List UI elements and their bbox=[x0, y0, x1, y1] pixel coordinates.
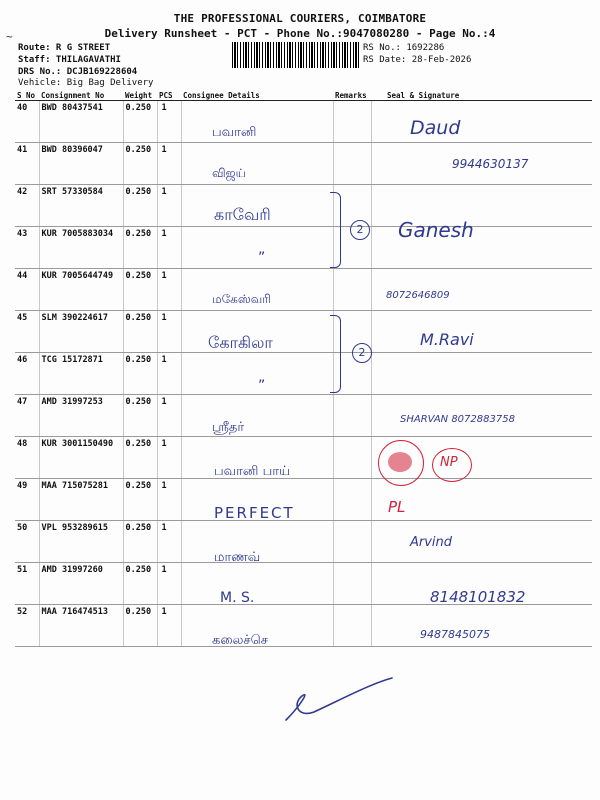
cell-consignment: SRT 57330584 bbox=[39, 185, 123, 227]
cell-pcs: 1 bbox=[157, 395, 181, 437]
cell-weight: 0.250 bbox=[123, 395, 157, 437]
header-pcs: PCS bbox=[157, 90, 181, 101]
cell-sno: 49 bbox=[15, 479, 39, 521]
header-sno: S No bbox=[15, 90, 39, 101]
rs-date: RS Date: 28-Feb-2026 bbox=[363, 55, 472, 65]
cell-remarks bbox=[333, 605, 371, 647]
staff-label: Staff: THILAGAVATHI bbox=[18, 55, 121, 65]
cell-consignment: SLM 390224617 bbox=[39, 311, 123, 353]
remarks-brace-1 bbox=[330, 192, 341, 268]
cell-sno: 50 bbox=[15, 521, 39, 563]
table-row bbox=[15, 227, 592, 269]
signature-44: 8072646809 bbox=[386, 290, 450, 301]
cell-sno: 45 bbox=[15, 311, 39, 353]
signature-48: NP bbox=[440, 455, 458, 470]
remarks-count-1: 2 bbox=[350, 220, 370, 240]
table-row bbox=[15, 269, 592, 311]
cell-weight: 0.250 bbox=[123, 269, 157, 311]
cell-remarks bbox=[333, 143, 371, 185]
cell-consignment: KUR 3001150490 bbox=[39, 437, 123, 479]
handwritten-name-51: M. S. bbox=[220, 590, 255, 606]
cell-sno: 48 bbox=[15, 437, 39, 479]
handwritten-name-45: கோகிலா bbox=[208, 333, 273, 352]
table-row bbox=[15, 521, 592, 563]
signature-49: PL bbox=[388, 498, 406, 516]
cell-pcs: 1 bbox=[157, 227, 181, 269]
handwritten-name-42: காவேரி bbox=[214, 205, 271, 224]
handwritten-name-44: மகேஸ்வரி bbox=[212, 292, 271, 306]
cell-consignee bbox=[181, 227, 333, 269]
cell-pcs: 1 bbox=[157, 143, 181, 185]
cell-sno: 46 bbox=[15, 353, 39, 395]
cell-pcs: 1 bbox=[157, 353, 181, 395]
cell-consignment: MAA 715075281 bbox=[39, 479, 123, 521]
cell-sno: 44 bbox=[15, 269, 39, 311]
cell-pcs: 1 bbox=[157, 563, 181, 605]
cell-sno: 42 bbox=[15, 185, 39, 227]
cell-signature bbox=[371, 353, 592, 395]
table-row bbox=[15, 479, 592, 521]
cell-consignment: KUR 7005883034 bbox=[39, 227, 123, 269]
handwritten-name-52: கலைச்செ bbox=[212, 633, 268, 648]
cell-consignment: KUR 7005644749 bbox=[39, 269, 123, 311]
signature-47: SHARVAN 8072883758 bbox=[400, 414, 515, 425]
cell-pcs: 1 bbox=[157, 185, 181, 227]
cell-consignee bbox=[181, 395, 333, 437]
cell-weight: 0.250 bbox=[123, 605, 157, 647]
cell-consignee bbox=[181, 353, 333, 395]
cell-weight: 0.250 bbox=[123, 311, 157, 353]
table-row bbox=[15, 311, 592, 353]
cell-pcs: 1 bbox=[157, 605, 181, 647]
cell-sno: 43 bbox=[15, 227, 39, 269]
barcode bbox=[232, 42, 360, 68]
cell-sno: 40 bbox=[15, 101, 39, 143]
cell-weight: 0.250 bbox=[123, 101, 157, 143]
cell-consignment: TCG 15172871 bbox=[39, 353, 123, 395]
cell-remarks bbox=[333, 101, 371, 143]
header-weight: Weight bbox=[123, 90, 157, 101]
cell-consignee bbox=[181, 563, 333, 605]
cell-weight: 0.250 bbox=[123, 143, 157, 185]
cell-signature bbox=[371, 101, 592, 143]
cell-consignment: VPL 953289615 bbox=[39, 521, 123, 563]
vehicle-label: Vehicle: Big Bag Delivery bbox=[18, 78, 154, 88]
signature-52: 9487845075 bbox=[420, 628, 490, 641]
cell-consignee bbox=[181, 143, 333, 185]
cell-sno: 47 bbox=[15, 395, 39, 437]
handwritten-name-41: விஜய் bbox=[212, 166, 246, 180]
cell-pcs: 1 bbox=[157, 437, 181, 479]
cell-pcs: 1 bbox=[157, 521, 181, 563]
cell-consignment: AMD 31997253 bbox=[39, 395, 123, 437]
cell-remarks bbox=[333, 437, 371, 479]
table-row bbox=[15, 437, 592, 479]
corner-scribble: ~ bbox=[6, 30, 13, 43]
signature-42: Ganesh bbox=[398, 218, 474, 242]
signature-51: 8148101832 bbox=[430, 588, 526, 606]
cell-weight: 0.250 bbox=[123, 437, 157, 479]
cell-pcs: 1 bbox=[157, 311, 181, 353]
rs-number: RS No.: 1692286 bbox=[363, 43, 445, 53]
seal-scribble bbox=[388, 452, 412, 472]
header-signature: Seal & Signature bbox=[371, 90, 592, 101]
handwritten-name-50: மாணவ் bbox=[214, 550, 261, 565]
cell-consignee bbox=[181, 101, 333, 143]
drs-label: DRS No.: DCJB169228604 bbox=[18, 67, 138, 77]
company-title: THE PROFESSIONAL COURIERS, COIMBATORE bbox=[173, 12, 427, 25]
cell-pcs: 1 bbox=[157, 269, 181, 311]
handwritten-name-48: பவானி பாய் bbox=[214, 464, 291, 479]
cell-weight: 0.250 bbox=[123, 479, 157, 521]
cell-remarks bbox=[333, 269, 371, 311]
table-row bbox=[15, 605, 592, 647]
signature-40: Daud bbox=[410, 117, 461, 139]
handwritten-name-40: பவானி bbox=[212, 125, 257, 140]
cell-remarks bbox=[333, 479, 371, 521]
handwritten-name-49: PERFECT bbox=[214, 504, 295, 522]
cell-consignment: MAA 716474513 bbox=[39, 605, 123, 647]
handwritten-ditto-43: ” bbox=[258, 250, 266, 266]
cell-remarks bbox=[333, 395, 371, 437]
header-remarks: Remarks bbox=[333, 90, 371, 101]
cell-weight: 0.250 bbox=[123, 521, 157, 563]
footer-signature-stroke bbox=[280, 670, 400, 730]
cell-pcs: 1 bbox=[157, 101, 181, 143]
cell-remarks bbox=[333, 521, 371, 563]
cell-weight: 0.250 bbox=[123, 353, 157, 395]
cell-sno: 52 bbox=[15, 605, 39, 647]
remarks-brace-2 bbox=[330, 315, 341, 393]
signature-50: Arvind bbox=[410, 535, 453, 550]
table-row bbox=[15, 353, 592, 395]
cell-signature bbox=[371, 521, 592, 563]
cell-consignment: AMD 31997260 bbox=[39, 563, 123, 605]
cell-consignment: BWD 80396047 bbox=[39, 143, 123, 185]
cell-pcs: 1 bbox=[157, 479, 181, 521]
handwritten-name-47: ஸ்ரீதர் bbox=[212, 420, 245, 435]
table-row bbox=[15, 101, 592, 143]
cell-sno: 41 bbox=[15, 143, 39, 185]
header-consignment: Consignment No bbox=[39, 90, 123, 101]
cell-consignment: BWD 80437541 bbox=[39, 101, 123, 143]
cell-weight: 0.250 bbox=[123, 227, 157, 269]
runsheet-table bbox=[15, 90, 592, 647]
header-consignee: Consignee Details bbox=[181, 90, 333, 101]
table-header-row bbox=[15, 90, 592, 101]
remarks-count-2: 2 bbox=[352, 343, 372, 363]
signature-41: 9944630137 bbox=[452, 157, 529, 171]
cell-weight: 0.250 bbox=[123, 185, 157, 227]
table-row bbox=[15, 185, 592, 227]
handwritten-ditto-46: ” bbox=[258, 378, 266, 394]
signature-45: M.Ravi bbox=[420, 330, 474, 349]
cell-remarks bbox=[333, 563, 371, 605]
cell-sno: 51 bbox=[15, 563, 39, 605]
cell-weight: 0.250 bbox=[123, 563, 157, 605]
runsheet-subtitle: Delivery Runsheet - PCT - Phone No.:9047080280 - Page No.:4 bbox=[104, 27, 496, 40]
route-label: Route: R G STREET bbox=[18, 43, 111, 53]
cell-signature bbox=[371, 311, 592, 353]
